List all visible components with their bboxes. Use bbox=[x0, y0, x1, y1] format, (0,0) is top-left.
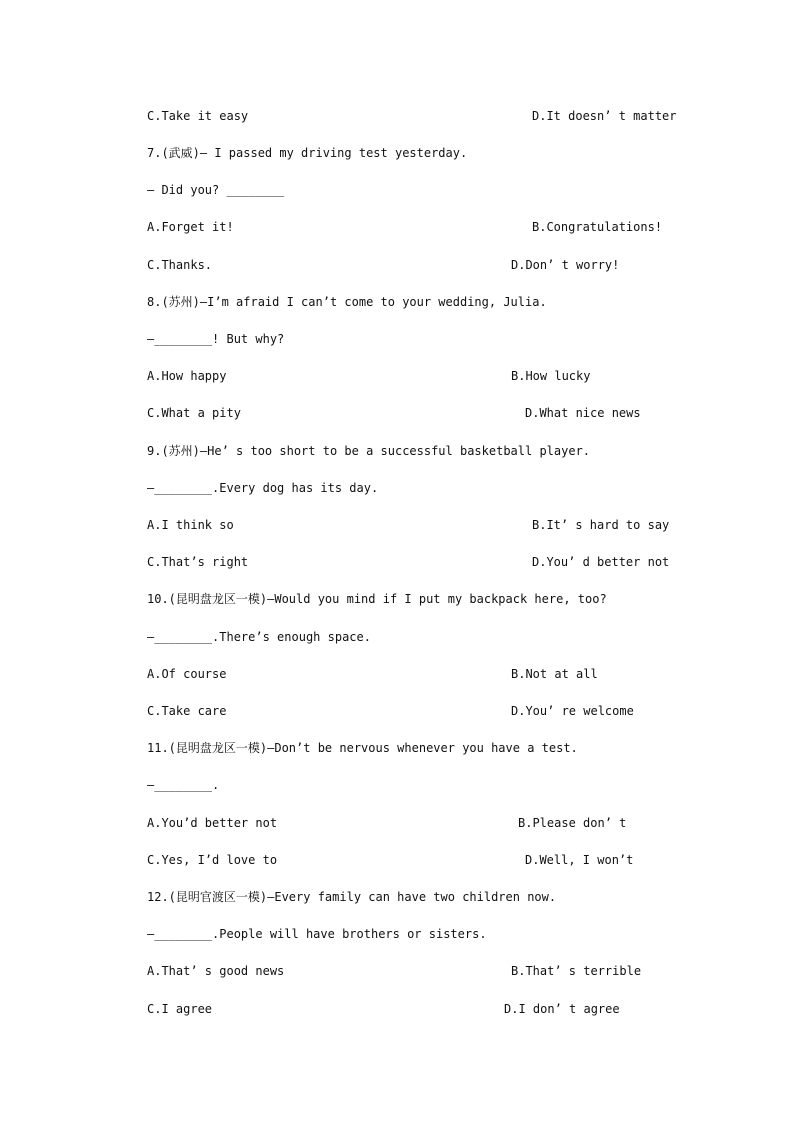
q9-stem: 9.(苏州)—He’ s too short to be a successful basketball player. bbox=[147, 444, 591, 458]
q6-option-c: C.Take it easy bbox=[147, 109, 249, 123]
q8-reply: —________! But why? bbox=[147, 332, 285, 346]
q7-option-a: A.Forget it! bbox=[147, 220, 234, 234]
q8-option-a: A.How happy bbox=[147, 369, 227, 383]
q9-option-c: C.That’s right bbox=[147, 555, 249, 569]
q9-option-b: B.It’ s hard to say bbox=[532, 518, 670, 532]
q12-option-c: C.I agree bbox=[147, 1002, 213, 1016]
q9-option-d: D.You’ d better not bbox=[532, 555, 670, 569]
q7-option-b: B.Congratulations! bbox=[532, 220, 663, 234]
q11-option-a: A.You’d better not bbox=[147, 816, 278, 830]
q8-stem: 8.(苏州)—I’m afraid I can’t come to your wedding, Julia. bbox=[147, 295, 547, 309]
q12-option-b: B.That’ s terrible bbox=[511, 964, 642, 978]
q8-option-b: B.How lucky bbox=[511, 369, 591, 383]
q12-option-a: A.That’ s good news bbox=[147, 964, 285, 978]
q8-option-d: D.What nice news bbox=[525, 406, 641, 420]
q12-stem: 12.(昆明官渡区一模)—Every family can have two children now. bbox=[147, 890, 557, 904]
q12-reply: —________.People will have brothers or sisters. bbox=[147, 927, 487, 941]
q10-stem: 10.(昆明盘龙区一模)—Would you mind if I put my backpack here, too? bbox=[147, 592, 607, 606]
q10-option-a: A.Of course bbox=[147, 667, 227, 681]
q11-stem: 11.(昆明盘龙区一模)—Don’t be nervous whenever you have a test. bbox=[147, 741, 578, 755]
q7-reply: — Did you? ________ bbox=[147, 183, 285, 197]
q7-option-d: D.Don’ t worry! bbox=[511, 258, 620, 272]
q10-reply: —________.There’s enough space. bbox=[147, 630, 371, 644]
q9-reply: —________.Every dog has its day. bbox=[147, 481, 379, 495]
q11-option-c: C.Yes, I’d love to bbox=[147, 853, 278, 867]
q12-option-d: D.I don’ t agree bbox=[504, 1002, 620, 1016]
q11-option-b: B.Please don’ t bbox=[518, 816, 627, 830]
q10-option-c: C.Take care bbox=[147, 704, 227, 718]
q11-option-d: D.Well, I won’t bbox=[525, 853, 634, 867]
q10-option-d: D.You’ re welcome bbox=[511, 704, 634, 718]
q10-option-b: B.Not at all bbox=[511, 667, 598, 681]
q8-option-c: C.What a pity bbox=[147, 406, 241, 420]
q9-option-a: A.I think so bbox=[147, 518, 234, 532]
q7-option-c: C.Thanks. bbox=[147, 258, 213, 272]
q7-stem: 7.(武威)— I passed my driving test yesterday. bbox=[147, 146, 468, 160]
q11-reply: —________. bbox=[147, 778, 220, 792]
q6-option-d: D.It doesn’ t matter bbox=[532, 109, 677, 123]
